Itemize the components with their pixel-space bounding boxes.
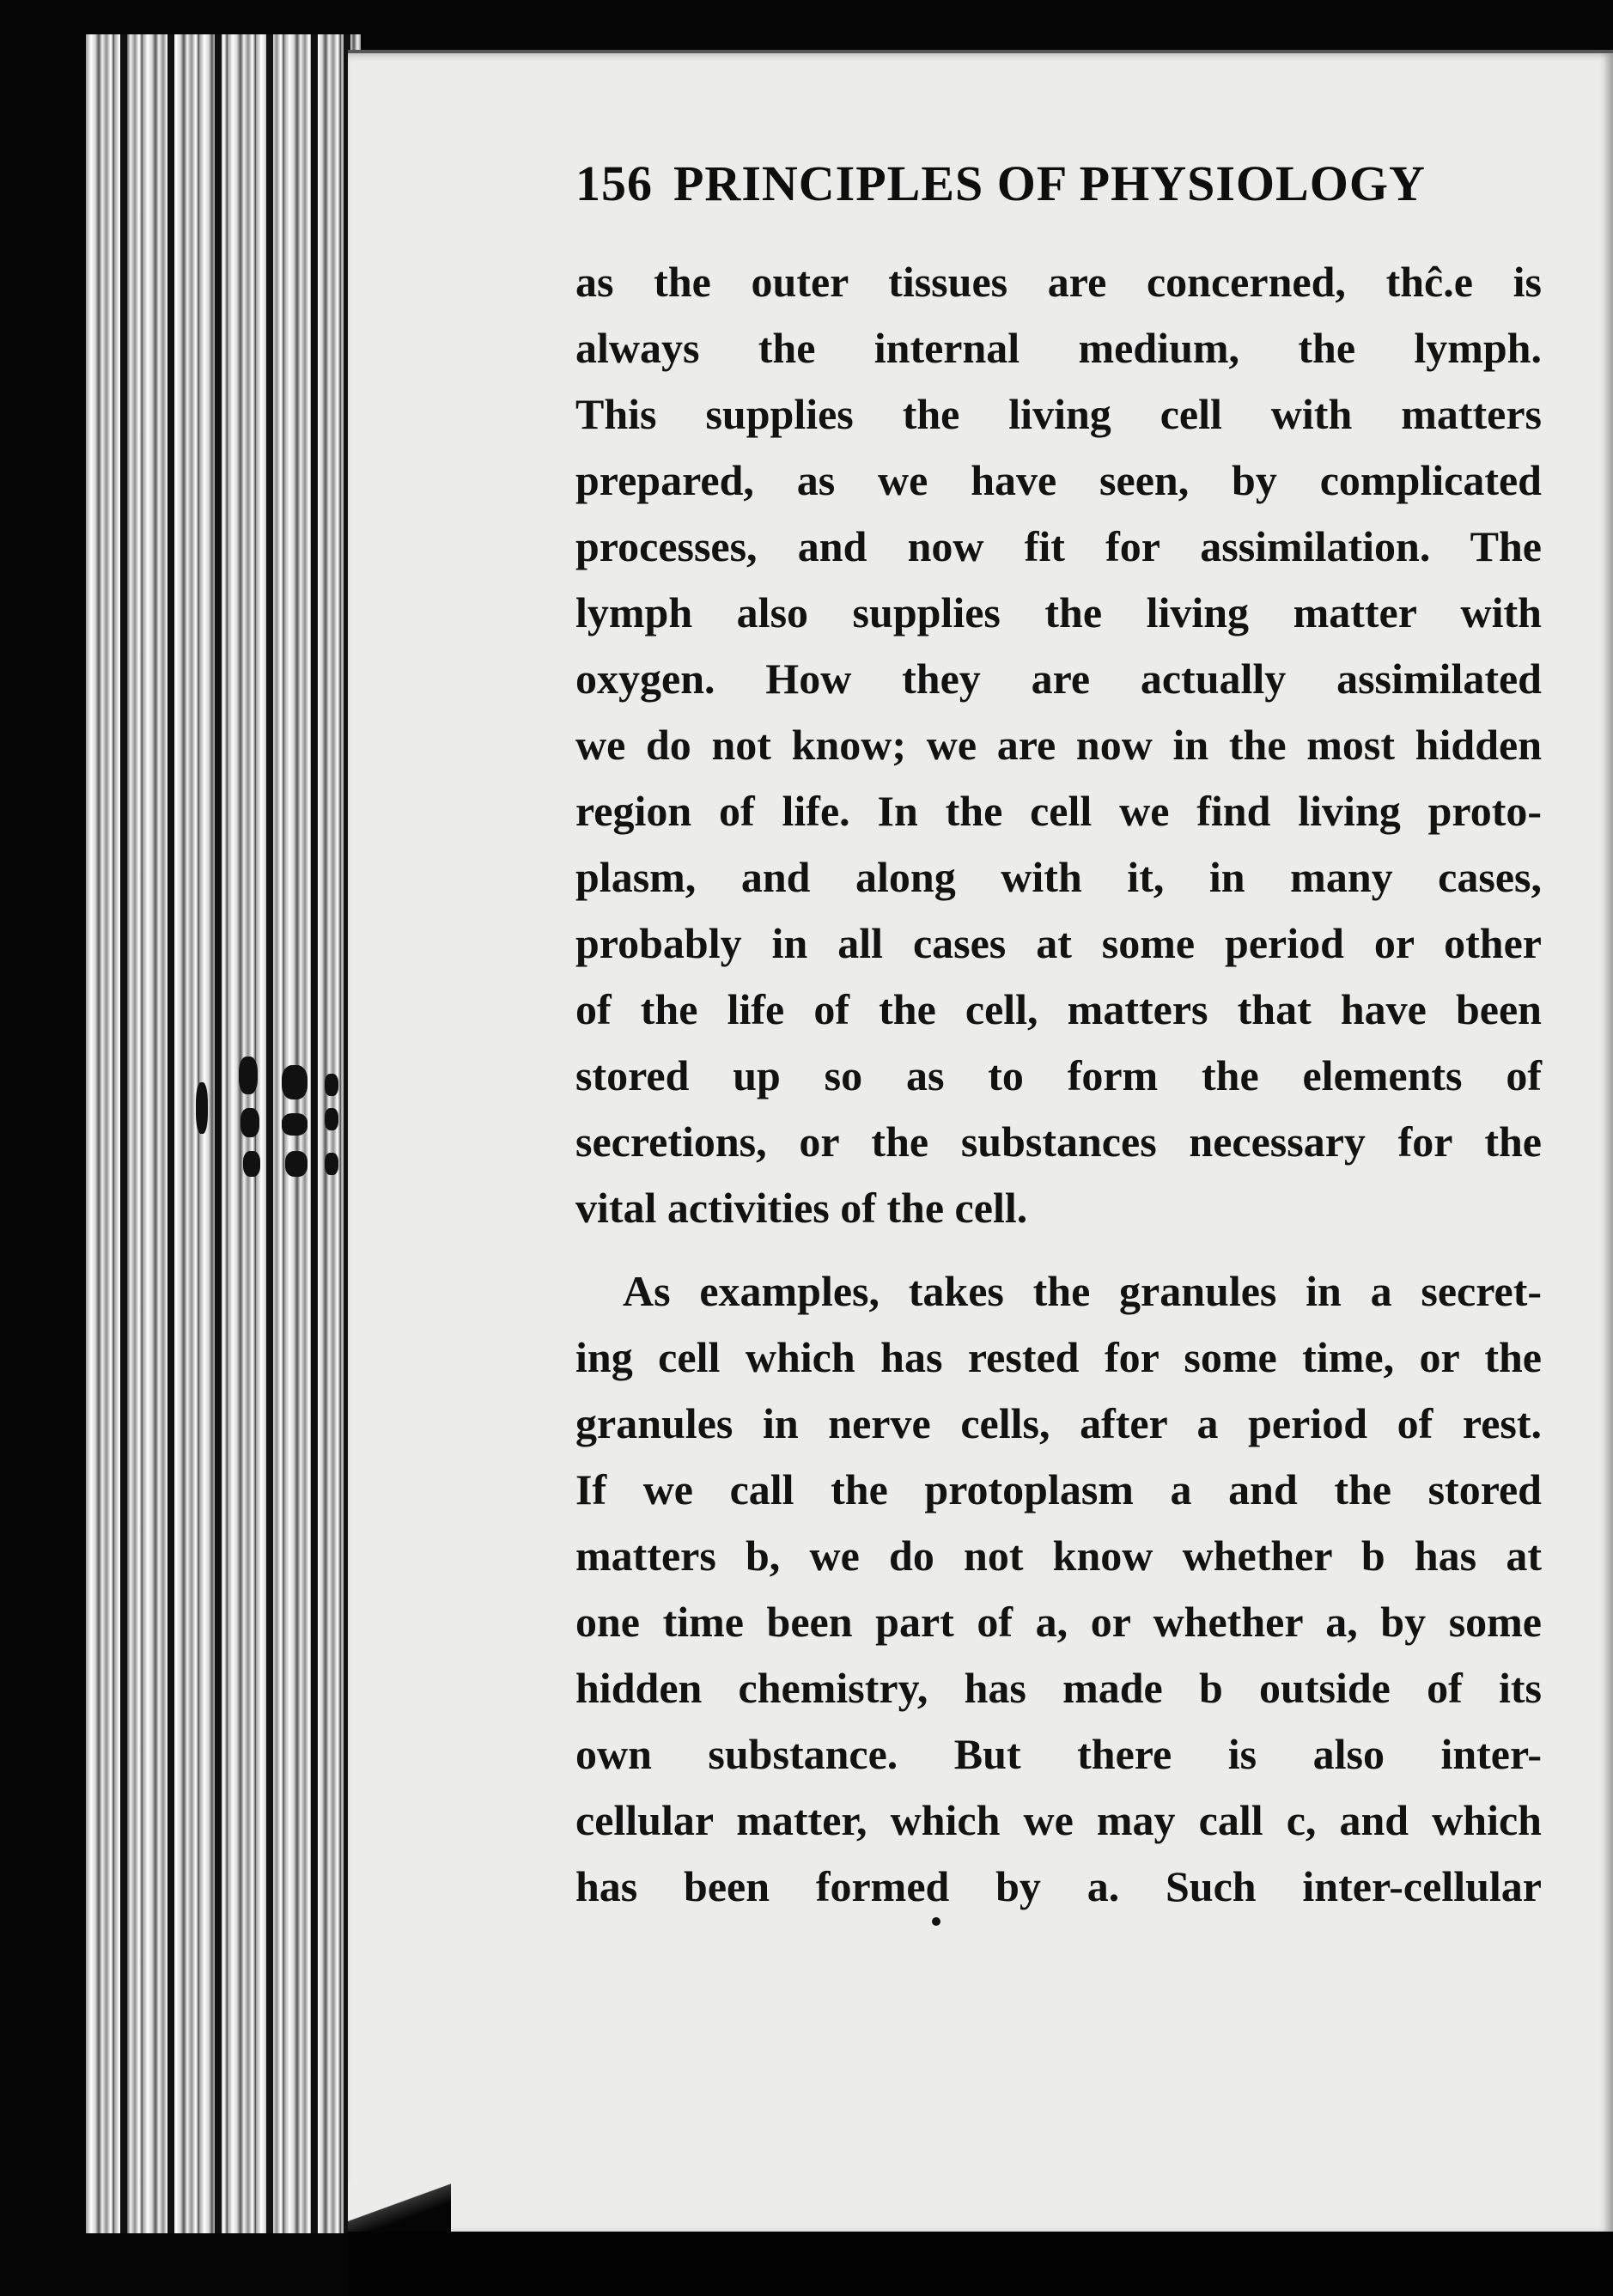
text-line: we do not know; we are now in the most hidden: [575, 721, 1542, 769]
text-line: as the outer tissues are concerned, thĉ.e is: [575, 258, 1542, 306]
text-line: If we call the protoplasm a and the stored: [575, 1465, 1542, 1513]
ink-speck: [932, 1917, 940, 1926]
text-line: secretions, or the substances necessary for the: [575, 1118, 1542, 1166]
text-line: This supplies the living cell with matters: [575, 390, 1542, 438]
running-title: PRINCIPLES OF PHYSIOLOGY: [673, 155, 1426, 211]
text-line: always the internal medium, the lymph.: [575, 324, 1542, 372]
text-line: prepared, as we have seen, by complicated: [575, 456, 1542, 504]
text-line: own substance. But there is also inter-: [575, 1730, 1542, 1778]
page-number: 156: [575, 155, 653, 211]
text-line: stored up so as to form the elements of: [575, 1051, 1542, 1099]
text-line: cellular matter, which we may call c, and which: [575, 1796, 1542, 1844]
text-line: processes, and now fit for assimilation. The: [575, 522, 1542, 570]
text-line: lymph also supplies the living matter with: [575, 588, 1542, 636]
text-line: oxygen. How they are actually assimilated: [575, 655, 1542, 703]
running-header: [575, 155, 1503, 212]
text-line: region of life. In the cell we find living proto-: [575, 787, 1542, 835]
text-line: one time been part of a, or whether a, by some: [575, 1598, 1542, 1646]
body-text: [575, 249, 1542, 1920]
text-line: As examples, takes the granules in a secret-: [623, 1267, 1542, 1315]
text-line: ing cell which has rested for some time, or the: [575, 1333, 1542, 1381]
bottom-shadow: [348, 2232, 1613, 2296]
text-line: has been formed by a. Such inter-cellular: [575, 1862, 1542, 1910]
text-line: granules in nerve cells, after a period of rest.: [575, 1399, 1542, 1447]
text-line: probably in all cases at some period or other: [575, 919, 1542, 967]
text-line: plasm, and along with it, in many cases,: [575, 853, 1542, 901]
text-line: vital activities of the cell.: [575, 1184, 1028, 1232]
gutter-ink-marks: [196, 1057, 342, 1245]
text-line: matters b, we do not know whether b has at: [575, 1532, 1542, 1580]
text-line: hidden chemistry, has made b outside of its: [575, 1664, 1542, 1712]
text-line: of the life of the cell, matters that have been: [575, 985, 1542, 1033]
